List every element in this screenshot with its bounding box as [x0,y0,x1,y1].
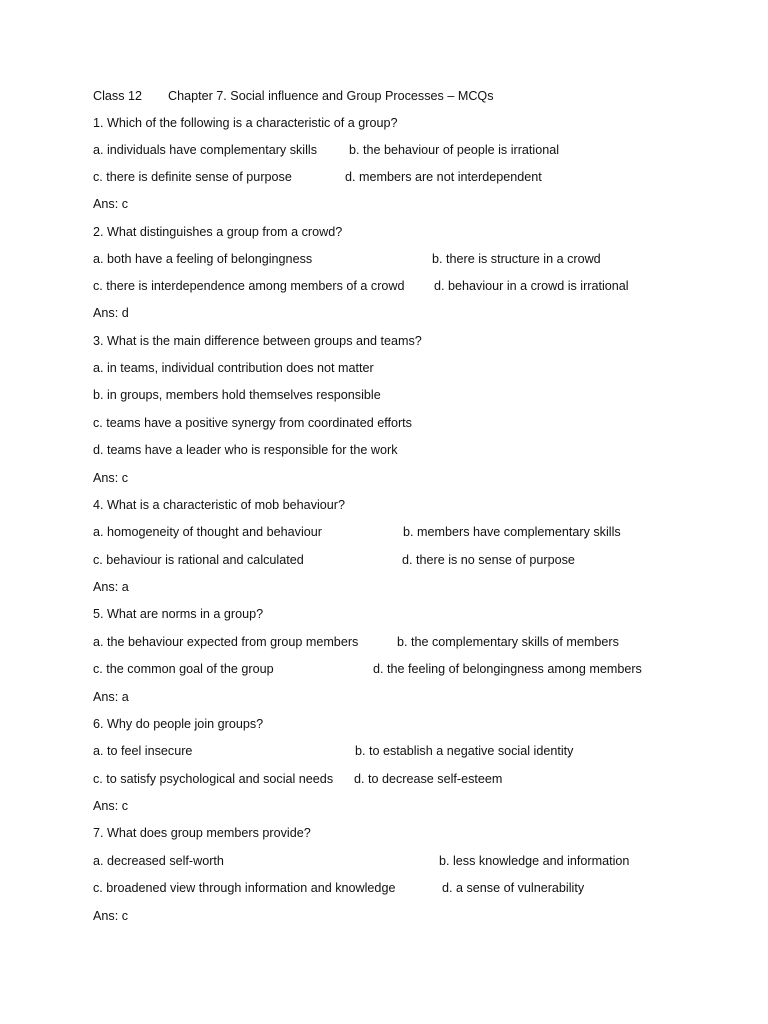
question-3-text: 3. What is the main difference between groups and teams? [93,334,422,348]
question-2-option-b: b. there is structure in a crowd [432,252,601,266]
question-4-text: 4. What is a characteristic of mob behaviour? [93,498,345,512]
question-5-text: 5. What are norms in a group? [93,607,264,621]
question-2-answer: Ans: d [93,306,129,320]
question-5-option-d: d. the feeling of belongingness among members [373,662,642,676]
question-3-option-d: d. teams have a leader who is responsible for the work [93,443,398,457]
question-3-option-c: c. teams have a positive synergy from coordinated efforts [93,416,412,430]
question-4-answer: Ans: a [93,580,129,594]
question-6-option-d: d. to decrease self-esteem [354,772,503,786]
question-1-option-b: b. the behaviour of people is irrational [349,143,560,157]
question-4-option-d: d. there is no sense of purpose [402,553,575,567]
question-7-answer: Ans: c [93,909,128,923]
question-1-answer: Ans: c [93,197,128,211]
question-2-option-c: c. there is interdependence among members of a crowd [93,279,405,293]
question-7-option-a: a. decreased self-worth [93,854,224,868]
question-5-answer: Ans: a [93,690,129,704]
question-4-option-b: b. members have complementary skills [403,525,621,539]
question-6-answer: Ans: c [93,799,128,813]
question-5-option-b: b. the complementary skills of members [397,635,619,649]
question-3-option-a: a. in teams, individual contribution does not matter [93,361,374,375]
question-3-answer: Ans: c [93,471,128,485]
question-7-option-b: b. less knowledge and information [439,854,630,868]
question-3-option-b: b. in groups, members hold themselves responsible [93,388,381,402]
question-4-option-c: c. behaviour is rational and calculated [93,553,304,567]
question-7-option-d: d. a sense of vulnerability [442,881,585,895]
question-2-option-d: d. behaviour in a crowd is irrational [434,279,629,293]
question-6-option-c: c. to satisfy psychological and social needs [93,772,334,786]
question-6-option-b: b. to establish a negative social identity [355,744,574,758]
question-5-option-a: a. the behaviour expected from group members [93,635,359,649]
question-1-text: 1. Which of the following is a characteristic of a group? [93,116,398,130]
question-6-option-a: a. to feel insecure [93,744,193,758]
question-2-option-a: a. both have a feeling of belongingness [93,252,313,266]
question-1-option-a: a. individuals have complementary skills [93,143,317,157]
question-1-option-d: d. members are not interdependent [345,170,542,184]
question-6-text: 6. Why do people join groups? [93,717,264,731]
question-7-option-c: c. broadened view through information and knowledge [93,881,396,895]
question-1-option-c: c. there is definite sense of purpose [93,170,292,184]
question-4-option-a: a. homogeneity of thought and behaviour [93,525,322,539]
question-2-text: 2. What distinguishes a group from a crowd? [93,225,343,239]
chapter-title: Chapter 7. Social influence and Group Processes – MCQs [168,89,494,103]
question-7-text: 7. What does group members provide? [93,826,311,840]
question-5-option-c: c. the common goal of the group [93,662,274,676]
class-label: Class 12 [93,89,142,103]
